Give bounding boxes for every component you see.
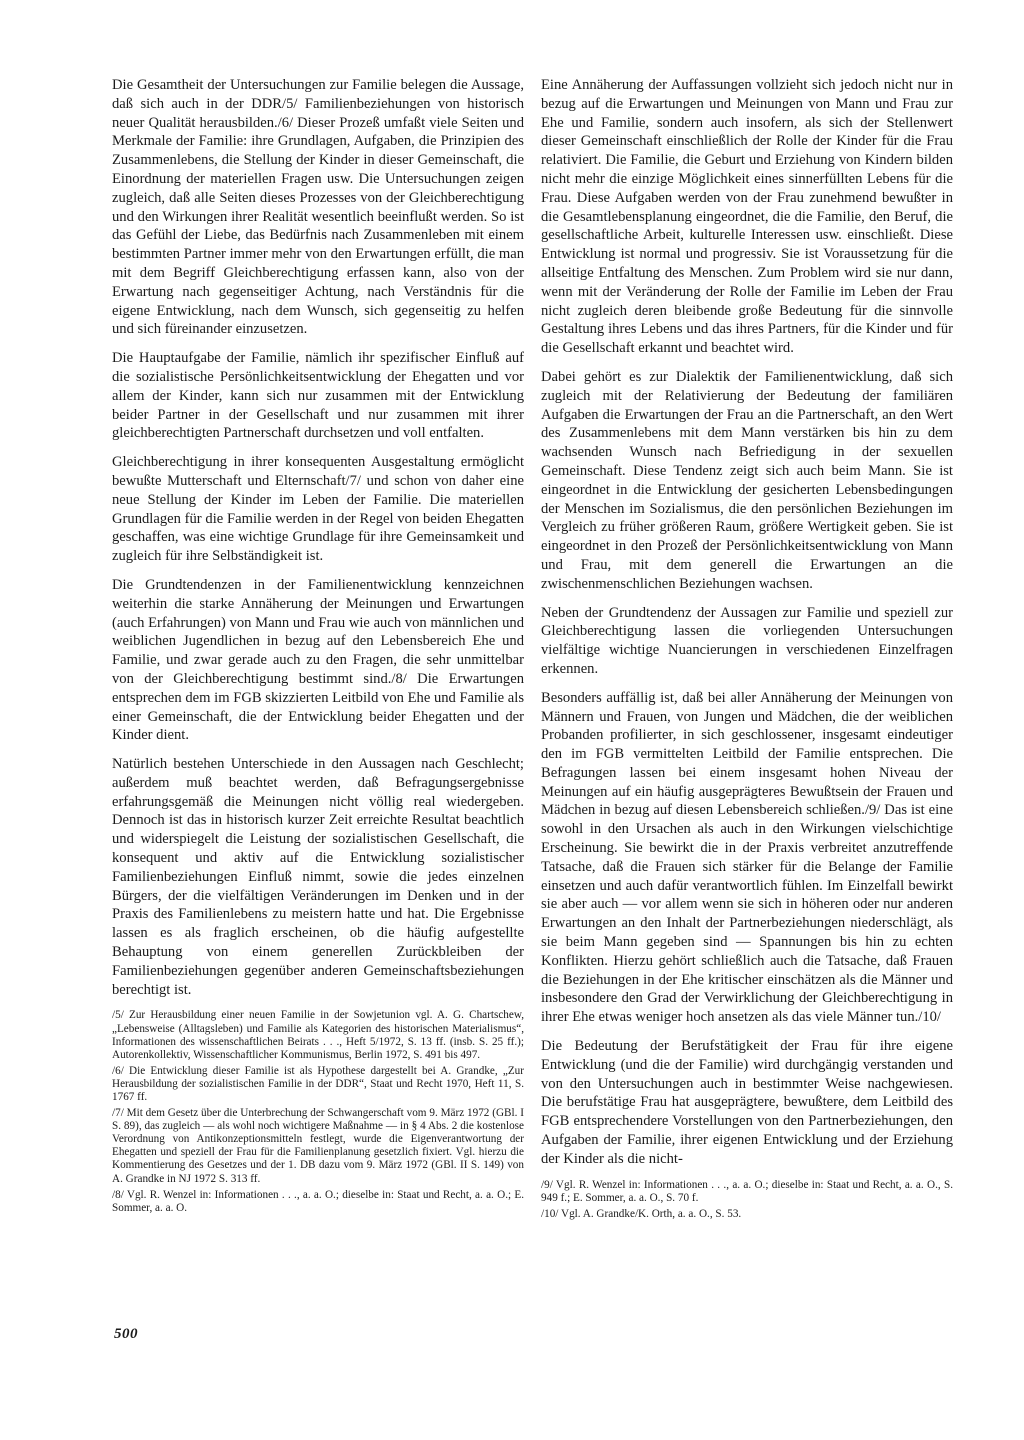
footnote: /10/ Vgl. A. Grandke/K. Orth, a. a. O., S. 53. <box>541 1207 742 1220</box>
body-paragraph: Natürlich bestehen Unterschiede in den Aussagen nach Geschlecht; außerdem muß beachtet werden, daß Befragungsergebnisse erfahrungsgemäß die Meinungen nicht völlig real wiedergeben. Dennoch ist das in historisch kurzer Zeit erreichte Resultat beachtlich und widerspiegelt die Leistung der sozialistischen Gesellschaft, die konsequent und aktiv auf die Entwicklung sozialistischer Familienbeziehungen Einfluß nimmt, sowie die jedes einzelnen Bürgers, der die vielfältigen Veränderungen im Denken und in der Praxis des Familienlebens zu meistern hatte und hat. Die Ergebnisse lassen es als fraglich erscheinen, ob die häufig aufgestellte Behauptung von einem generellen Zurückbleiben der Familienbeziehungen gegenüber anderen Gemeinschaftsbeziehungen berechtigt ist. <box>112 756 524 998</box>
footnote: /7/ Mit dem Gesetz über die Unterbrechung der Schwangerschaft vom 9. März 1972 (GBl. I S. 89), das zugleich — als wohl noch wichtigere Maßnahme — in § 4 Abs. 2 die kostenlose Verordnung von Antikonzeptionsmitteln festlegt, wurde die Eigenverantwortung der Ehegatten und speziell der Frau für die Familienplanung gesetzlich fixiert. Vgl. hierzu die Kommentierung des Gesetzes und der 1. DB dazu vom 9. März 1972 (GBl. II S. 149) von A. Grandke in NJ 1972 S. 313 ff. <box>112 1107 524 1185</box>
footnotes-right <box>541 1179 953 1221</box>
body-paragraph: Die Gesamtheit der Untersuchungen zur Familie belegen die Aussage, daß sich auch in der DDR/5/ Familienbeziehungen von historisch neuer Qualität herausbilden./6/ Dieser Prozeß umfaßt viele Seiten und Merkmale der Familie: ihre Grundlagen, Aufgaben, die Prinzipien des Zusammenlebens, die Stellung der Kinder in dieser Gemeinschaft, die Einordnung der materiellen Fragen usw. Die Untersuchungen zeigen zugleich, daß alle Seiten dieses Prozesses von der Gleichberechtigung und den Wirkungen ihrer Realität wesentlich beeinflußt werden. So ist das Gefühl der Liebe, das Bedürfnis nach Zusammenleben mit einem bestimmten Partner immer mehr von den Erwartungen erfüllt, die man mit dem Begriff Gleichberechtigung erfassen kann, also von der Erwartung nach gegenseitiger Achtung, nach Verständnis für die eigene Entwicklung, nach dem Wunsch, sich gegenseitig zu helfen und sich füreinander einzusetzen. <box>112 77 524 338</box>
body-paragraph: Neben der Grundtendenz der Aussagen zur Familie und speziell zur Gleichberechtigung lassen die vorliegenden Untersuchungen vielfältige wichtige Nuancierungen in verschiedenen Einzelfragen erkennen. <box>541 604 953 677</box>
left-column <box>112 76 524 1218</box>
body-paragraph: Eine Annäherung der Auffassungen vollzieht sich jedoch nicht nur in bezug auf die Erwartungen und Meinungen von Mann und Frau zur Ehe und Familie, sondern auch insofern, als sich der Stellenwert dieser Gemeinschaft einschließlich der Rolle der Kinder für die Frau relativiert. Die Familie, die Geburt und Erziehung von Kindern bilden nicht mehr die einzige Möglichkeit eines sinnerfüllten Lebens für die Frau. Diese Aufgaben werden von der Frau zunehmend bewußter in die Gesamtlebensplanung eingeordnet, die die Familie, den Beruf, die gesellschaftliche Arbeit, kulturelle Interessen usw. einschließt. Diese Entwicklung ist normal und progressiv. Sie ist Voraussetzung für die allseitige Entfaltung des Menschen. Zum Problem wird sie nur dann, wenn mit der Veränderung der Rolle der Familie im Leben der Frau nicht zugleich deren bleibende große Bedeutung für die sinnvolle Gestaltung ihres Lebens und das ihres Partners, für die Kinder und für die Gesellschaft erkannt und beachtet wird. <box>541 77 953 357</box>
body-paragraph: Die Hauptaufgabe der Familie, nämlich ihr spezifischer Einfluß auf die sozialistische Persönlichkeitsentwicklung der Ehegatten und vor allem der Kinder, kann sich nur zusammen mit der Entwicklung beider Partner in der Gesellschaft und nur zusammen mit ihrer gleichberechtigten Partnerschaft durchsetzen und voll entfalten. <box>112 350 524 442</box>
footnote: /8/ Vgl. R. Wenzel in: Informationen . . ., a. a. O.; dieselbe in: Staat und Recht, a. a. O.; E. Sommer, a. a. O. <box>112 1188 524 1214</box>
body-paragraph: Die Bedeutung der Berufstätigkeit der Frau für ihre eigene Entwicklung (und die der Familie) wird durchgängig verstanden und von den Untersuchungen auch in bestimmter Weise nachgewiesen. Die berufstätige Frau hat ausgeprägtere, bewußtere, dem Leitbild des FGB entsprechendere Vorstellungen von den Partnerbeziehungen, den Aufgaben der Familie, ihrer eigenen Entwicklung und der Erziehung der Kinder als die nicht- <box>541 1038 953 1167</box>
footnote: /6/ Die Entwicklung dieser Familie ist als Hypothese dargestellt bei A. Grandke, „Zur Herausbildung der sozialistischen Familie in der DDR“, Staat und Recht 1970, Heft 11, S. 1767 ff. <box>112 1064 524 1104</box>
body-paragraph: Dabei gehört es zur Dialektik der Familienentwicklung, daß sich zugleich mit der Relativierung der Bedeutung der familiären Aufgaben die Erwartungen der Frau an die Partnerschaft, an den Wert des Zusammenlebens mit dem Mann verstärken bis hin zu dem wachsenden Wunsch nach Befriedigung in der sexuellen Gemeinschaft. Diese Tendenz zeigt sich auch beim Mann. Sie ist eingeordnet in die Entwicklung der gesicherten Lebensbedingungen der Menschen im Sozialismus, die den persönlichen Beziehungen im Vergleich zu früher größeren Raum, größere Wertigkeit geben. Sie ist eingeordnet in den Prozeß der Persönlichkeitsentwicklung von Mann und Frau, mit dem generell die Erwartungen an die zwischenmenschlichen Beziehungen wachsen. <box>541 368 953 592</box>
body-paragraph: Besonders auffällig ist, daß bei aller Annäherung der Meinungen von Männern und Frauen, von Jungen und Mädchen, die der weiblichen Probanden profilierter, in sich geschlossener, insgesamt eindeutiger den im FGB vermittelten Leitbild der Familie entsprechen. Die Befragungen lassen bei einem insgesamt hohen Niveau der Meinungen auf ein häufig ausgeprägteres Bewußtsein der Frauen und Mädchen in bezug auf diesen Lebensbereich schließen./9/ Das ist eine sowohl in den Ursachen als auch in den Wirkungen vielschichtige Erscheinung. Sie bewirkt die in der Praxis verbreitet anzutreffende Tatsache, daß die Frauen sich stärker für die Belange der Familie einsetzen und auch dafür verantwortlich fühlen. Im Einzelfall bewirkt sie aber auch — vor allem wenn sie sich in höheren oder nur anderen Erwartungen an den Inhalt der Partnerbeziehungen niederschlägt, als sie beim Mann gegeben sind — Spannungen bis hin zu echten Konflikten. Hierzu gehört schließlich auch die Tatsache, daß Frauen die Beziehungen in der Ehe kritischer einschätzen als die Männer und insbesondere den Grad der Verwirklichung der Gleichberechtigung in ihrer Ehe etwas weniger hoch ansetzen als das viele Männer tun./10/ <box>541 689 953 1026</box>
footnote: /5/ Zur Herausbildung einer neuen Familie in der Sowjetunion vgl. A. G. Chartschew, „Lebensweise (Alltagsleben) und Familie als Kategorien des historischen Materialismus“, Informationen des wissenschaftlichen Beirats . . ., Heft 5/1972, S. 13 ff. (insb. S. 25 ff.); Autorenkollektiv, Wissenschaftlicher Kommunismus, Berlin 1972, S. 491 bis 497. <box>112 1009 524 1061</box>
page-number: 500 <box>114 1326 138 1342</box>
footnote: /9/ Vgl. R. Wenzel in: Informationen . . ., a. a. O.; dieselbe in: Staat und Recht, a. a. O., S. 949 f.; E. Sommer, a. a. O., S. 70 f. <box>541 1178 953 1204</box>
right-column <box>541 76 953 1224</box>
body-paragraph: Die Grundtendenzen in der Familienentwicklung kennzeichnen weiterhin die starke Annäherung der Meinungen und Erwartungen (auch Erfahrungen) von Mann und Frau wie auch von männlichen und weiblichen Jugendlichen in bezug auf den Lebensbereich Ehe und Familie, und zwar gerade auch zu den Fragen, die sehr unmittelbar von der Gleichberechtigung bestimmt sind./8/ Die Erwartungen entsprechen dem im FGB skizzierten Leitbild von Ehe und Familie als einer Gemeinschaft, die der Entwicklung beider Ehegatten und der Kinder dient. <box>112 576 524 744</box>
body-paragraph: Gleichberechtigung in ihrer konsequenten Ausgestaltung ermöglicht bewußte Mutterschaft und Elternschaft/7/ und schon von daher eine neue Stellung der Kinder im Leben der Familie. Die materiellen Grundlagen für die Familie werden in der Regel von beiden Ehegatten geschaffen, was eine wichtige Grundlage für ihre Gemeinsamkeit und zugleich für ihre Selbständigkeit ist. <box>112 454 524 565</box>
footnotes-left <box>112 1009 524 1214</box>
